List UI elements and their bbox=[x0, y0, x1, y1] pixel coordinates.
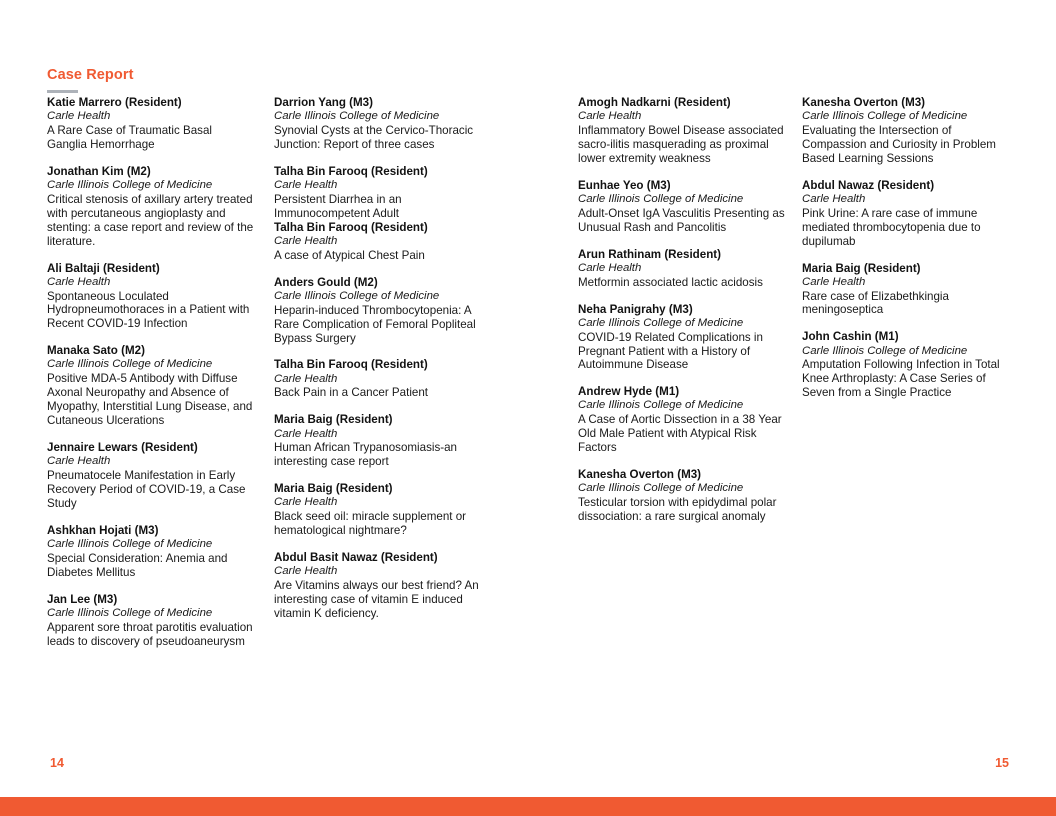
abstract-entry bbox=[578, 248, 788, 290]
entry-title: A case of Atypical Chest Pain bbox=[274, 248, 425, 262]
entry-author: Ali Baltaji (Resident) bbox=[47, 261, 160, 275]
abstract-entry bbox=[802, 96, 1009, 166]
entry-affiliation: Carle Illinois College of Medicine bbox=[274, 289, 440, 302]
entry-author: Katie Marrero (Resident) bbox=[47, 96, 182, 109]
entry-affiliation: Carle Illinois College of Medicine bbox=[47, 537, 213, 550]
abstract-entry bbox=[47, 165, 255, 249]
entry-author: Darrion Yang (M3) bbox=[274, 96, 373, 109]
entry-title: Positive MDA-5 Antibody with Diffuse Axonal Neuropathy and Absence of Myopathy, Interstitial Lung Disease, and Cutaneous Ulcerations bbox=[47, 372, 253, 428]
entry-author: Abdul Basit Nawaz (Resident) bbox=[274, 551, 438, 565]
entry-title: Inflammatory Bowel Disease associated sacro-ilitis masquerading as proximal lower extremity weakness bbox=[578, 124, 784, 165]
entry-affiliation: Carle Illinois College of Medicine bbox=[47, 606, 213, 619]
abstract-entry bbox=[578, 385, 788, 455]
abstract-entry bbox=[47, 344, 255, 428]
entry-affiliation: Carle Illinois College of Medicine bbox=[578, 399, 744, 412]
entry-title: Special Consideration: Anemia and Diabetes Mellitus bbox=[47, 551, 228, 579]
abstract-entry bbox=[802, 330, 1009, 400]
entry-author: Anders Gould (M2) bbox=[274, 275, 378, 289]
entry-author: Maria Baig (Resident) bbox=[274, 482, 393, 496]
abstract-entry bbox=[274, 96, 486, 152]
entry-title: Synovial Cysts at the Cervico-Thoracic Junction: Report of three cases bbox=[274, 124, 474, 151]
entry-author: John Cashin (M1) bbox=[802, 330, 899, 344]
entry-affiliation: Carle Health bbox=[274, 234, 338, 247]
abstract-entry bbox=[274, 221, 486, 263]
entry-title: Heparin-induced Thrombocytopenia: A Rare Complication of Femoral Popliteal Bypass Surgery bbox=[274, 303, 476, 345]
abstract-entry bbox=[274, 551, 486, 621]
abstract-entry bbox=[578, 179, 788, 235]
entry-title: Amputation Following Infection in Total Knee Arthroplasty: A Case Series of Seven from a Single Practice bbox=[802, 358, 1000, 400]
entry-title: Pink Urine: A rare case of immune mediated thrombocytopenia due to dupilumab bbox=[802, 206, 981, 248]
entry-title: A Rare Case of Traumatic Basal Ganglia Hemorrhage bbox=[47, 124, 212, 151]
entry-author: Andrew Hyde (M1) bbox=[578, 385, 680, 399]
abstract-entry bbox=[578, 468, 788, 524]
entry-affiliation: Carle Health bbox=[274, 565, 338, 578]
abstract-entry bbox=[274, 358, 486, 400]
page-number-right: 15 bbox=[995, 756, 1009, 770]
abstract-entry bbox=[802, 179, 1009, 249]
entry-affiliation: Carle Health bbox=[802, 192, 866, 205]
entry-affiliation: Carle Illinois College of Medicine bbox=[47, 358, 213, 371]
abstract-entry bbox=[47, 524, 255, 580]
entry-affiliation: Carle Health bbox=[802, 275, 866, 288]
page-number-left: 14 bbox=[50, 756, 64, 770]
abstract-entry bbox=[274, 482, 486, 538]
entry-affiliation: Carle Health bbox=[578, 110, 642, 123]
entry-author: Maria Baig (Resident) bbox=[274, 413, 393, 427]
entry-author: Talha Bin Farooq (Resident) bbox=[274, 164, 428, 178]
entry-title: Back Pain in a Cancer Patient bbox=[274, 386, 429, 400]
entry-author: Kanesha Overton (M3) bbox=[802, 96, 926, 109]
column-4 bbox=[802, 96, 1009, 400]
entry-affiliation: Carle Illinois College of Medicine bbox=[802, 344, 968, 357]
entry-author: Maria Baig (Resident) bbox=[802, 261, 921, 275]
entry-affiliation: Carle Illinois College of Medicine bbox=[802, 110, 968, 123]
entry-title: Evaluating the Intersection of Compassion and Curiosity in Problem Based Learning Sessions bbox=[802, 124, 996, 165]
entry-author: Jonathan Kim (M2) bbox=[47, 164, 151, 178]
abstract-entry bbox=[274, 413, 486, 469]
entry-title: Black seed oil: miracle supplement or hematological nightmare? bbox=[274, 510, 467, 538]
entry-title: Persistent Diarrhea in an Immunocompetent Adult bbox=[274, 192, 402, 220]
entry-title: Are Vitamins always our best friend? An interesting case of vitamin E induced vitamin K deficiency. bbox=[274, 579, 479, 620]
entry-affiliation: Carle Health bbox=[47, 455, 111, 468]
entry-title: A Case of Aortic Dissection in a 38 Year Old Male Patient with Atypical Risk Factors bbox=[578, 413, 782, 455]
entry-author: Kanesha Overton (M3) bbox=[578, 468, 702, 482]
abstract-entry bbox=[47, 96, 255, 152]
section-header bbox=[47, 68, 134, 93]
entry-affiliation: Carle Health bbox=[47, 110, 111, 123]
abstract-entry bbox=[578, 96, 788, 166]
entry-author: Amogh Nadkarni (Resident) bbox=[578, 96, 731, 109]
footer-accent-bar bbox=[0, 797, 1056, 816]
entry-affiliation: Carle Illinois College of Medicine bbox=[578, 192, 744, 205]
column-1 bbox=[47, 96, 255, 648]
entry-author: Eunhae Yeo (M3) bbox=[578, 178, 671, 192]
entry-author: Arun Rathinam (Resident) bbox=[578, 247, 721, 261]
abstract-entry bbox=[47, 593, 255, 649]
entry-title: Rare case of Elizabethkingia meningoseptica bbox=[802, 289, 949, 317]
entry-author: Jennaire Lewars (Resident) bbox=[47, 440, 198, 454]
abstract-entry bbox=[802, 262, 1009, 318]
entry-affiliation: Carle Illinois College of Medicine bbox=[47, 179, 213, 191]
abstract-entry bbox=[274, 276, 486, 346]
abstract-entry bbox=[578, 303, 788, 373]
entry-author: Jan Lee (M3) bbox=[47, 592, 118, 606]
entry-affiliation: Carle Illinois College of Medicine bbox=[578, 316, 744, 329]
entry-author: Talha Bin Farooq (Resident) bbox=[274, 358, 428, 372]
entry-title: COVID-19 Related Complications in Pregnant Patient with a History of Autoimmune Disease bbox=[578, 330, 763, 372]
entry-affiliation: Carle Health bbox=[274, 372, 338, 385]
entry-title: Spontaneous Loculated Hydropneumothoraces in a Patient with Recent COVID-19 Infection bbox=[47, 289, 250, 331]
column-2 bbox=[274, 96, 486, 621]
entry-title: Apparent sore throat parotitis evaluation leads to discovery of pseudoaneurysm bbox=[47, 620, 253, 648]
entry-title: Adult-Onset IgA Vasculitis Presenting as Unusual Rash and Pancolitis bbox=[578, 206, 785, 234]
entry-author: Manaka Sato (M2) bbox=[47, 344, 145, 358]
page-title: Case Report bbox=[47, 67, 134, 83]
section-divider bbox=[47, 90, 78, 93]
abstract-entry bbox=[47, 441, 255, 511]
entry-title: Testicular torsion with epidydimal polar dissociation: a rare surgical anomaly bbox=[578, 496, 777, 524]
entry-affiliation: Carle Health bbox=[274, 496, 338, 509]
entry-author: Neha Panigrahy (M3) bbox=[578, 302, 693, 316]
entry-affiliation: Carle Illinois College of Medicine bbox=[578, 482, 744, 495]
column-3 bbox=[578, 96, 788, 524]
entry-author: Talha Bin Farooq (Resident) bbox=[274, 220, 428, 234]
entry-title: Metformin associated lactic acidosis bbox=[578, 275, 763, 289]
abstract-entry bbox=[274, 165, 486, 221]
entry-affiliation: Carle Illinois College of Medicine bbox=[274, 110, 440, 123]
entry-author: Ashkhan Hojati (M3) bbox=[47, 523, 159, 537]
entry-affiliation: Carle Health bbox=[47, 275, 111, 288]
entry-title: Critical stenosis of axillary artery treated with percutaneous angioplasty and stenting: a case report and review of the literature. bbox=[47, 192, 254, 248]
entry-affiliation: Carle Health bbox=[274, 179, 338, 191]
entry-affiliation: Carle Health bbox=[578, 261, 642, 274]
abstract-entry bbox=[47, 262, 255, 332]
entry-affiliation: Carle Health bbox=[274, 427, 338, 440]
entry-title: Human African Trypanosomiasis-an interesting case report bbox=[274, 441, 458, 469]
entry-author: Abdul Nawaz (Resident) bbox=[802, 178, 935, 192]
entry-title: Pneumatocele Manifestation in Early Recovery Period of COVID-19, a Case Study bbox=[47, 469, 246, 510]
